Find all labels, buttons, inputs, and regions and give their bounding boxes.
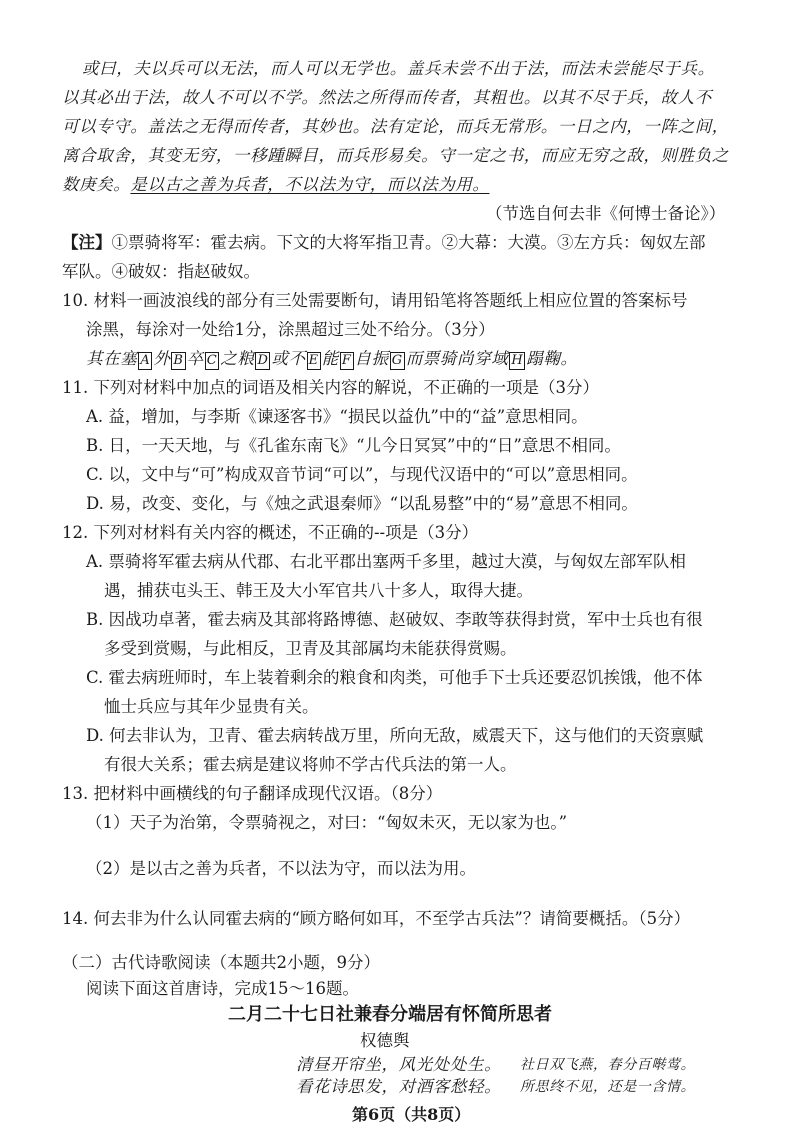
q12-option-b-2: 多受到赏赐，与此相反，卫青及其部属均未能获得赏赐。 <box>104 639 517 658</box>
q11-option-b: B. 日，一天天地，与《孔雀东南飞》“儿今日冥冥”中的“日”意思不相同。 <box>86 436 621 455</box>
passage-line-5-start: 数庚矣。 <box>62 175 131 194</box>
passage-line-4: 离合取舍，其变无穷，一移踵瞬目，而兵形易矣。守一定之书，而应无穷之敌，则胜负之 <box>62 146 729 165</box>
q10-mark-b[interactable]: B <box>173 353 184 368</box>
poem-line-4: 所思终不见，还是一含情。 <box>520 1079 696 1095</box>
q10-seg: 自振 <box>354 349 389 368</box>
poem-line-2: 看花诗思发，对酒客愁轻。 <box>296 1077 502 1096</box>
q10-stem-2: 涂黑，每涂对一处给1分，涂黑超过三处不给分。（3分） <box>86 320 495 339</box>
q10-mark-e[interactable]: E <box>308 353 319 368</box>
q10-mark-f[interactable]: F <box>341 353 352 368</box>
q10-seg: 能 <box>321 349 339 368</box>
q10-seg: 而票骑尚穿域 <box>405 349 509 368</box>
q10-stem-1: 10. 材料一画波浪线的部分有三处需要断句，请用铅笔将答题纸上相应位置的答案标号 <box>62 291 688 310</box>
q14-stem: 14. 何去非为什么认同霍去病的“顾方略何如耳，不至学古兵法”？请简要概括。（5分） <box>62 909 691 928</box>
q10-seg: 之粮 <box>220 349 255 368</box>
section-2-heading: （二）古代诗歌阅读（本题共2小题，9分） <box>62 953 380 972</box>
q10-mark-d[interactable]: D <box>257 353 269 368</box>
q10-mark-h[interactable]: H <box>511 353 524 368</box>
q11-option-a: A. 益，增加，与李斯《谏逐客书》“损民以益仇”中的“益”意思相同。 <box>86 407 588 426</box>
passage-line-1: 或曰，夫以兵可以无法，而人可以无学也。盖兵未尝不出于法，而法未尝能尽于兵。 <box>82 59 715 78</box>
q13-sentence-2: （2）是以古之善为兵者，不以法为守，而以法为用。 <box>86 859 476 878</box>
q12-stem: 12. 下列对材料有关内容的概述，不正确的--项是（3分） <box>62 523 479 542</box>
poem-title: 二月二十七日社兼春分端居有怀简所思者 <box>228 1004 552 1025</box>
q13-sentence-1: （1）天子为治第，令票骑视之，对曰：“匈奴未灭，无以家为也。” <box>86 813 568 832</box>
passage-line-5 <box>62 174 490 196</box>
notes-text-1: ①票骑将军：霍去病。下文的大将军指卫青。②大幕：大漠。③左方兵：匈奴左部 <box>111 233 706 252</box>
q12-option-b-1: B. 因战功卓著，霍去病及其部将路博德、赵破奴、李敢等获得封赏，军中士兵也有很 <box>86 610 703 629</box>
q12-option-a-1: A. 票骑将军霍去病从代郡、右北平郡出塞两千多里，越过大漠，与匈奴左部军队相 <box>86 552 686 571</box>
q10-mark-c[interactable]: C <box>206 353 218 368</box>
q12-option-a-2: 遇，捕获屯头王、韩王及大小军官共八十多人，取得大捷。 <box>104 581 533 600</box>
q12-option-c-1: C. 霍去病班师时，车上装着剩余的粮食和肉类，可他手下士兵还要忍饥挨饿，他不体 <box>86 668 703 687</box>
q12-option-d-1: D. 何去非认为，卫青、霍去病转战万里，所向无敌，威震天下，这与他们的天资禀赋 <box>86 726 704 745</box>
q10-seg: 其在塞 <box>86 349 138 368</box>
notes-label: 【注】 <box>62 233 112 252</box>
q10-seg: 蹋鞠。 <box>526 349 578 368</box>
poem-line-3: 社日双飞燕，春分百啭莺。 <box>520 1057 696 1073</box>
q12-option-d-2: 有很大关系；霍去病是建议将帅不学古代兵法的第一人。 <box>104 755 517 774</box>
notes-line-2: 军队。④破奴：指赵破奴。 <box>62 262 260 281</box>
q10-seg: 外 <box>153 349 171 368</box>
poem-author: 权德舆 <box>360 1031 410 1050</box>
q10-seg: 或不 <box>271 349 306 368</box>
q12-option-c-2: 恤士兵应与其年少显贵有关。 <box>104 697 319 716</box>
notes-line-1 <box>62 232 706 254</box>
q10-seg: 卒 <box>186 349 204 368</box>
q11-option-d: D. 易，改变、变化，与《烛之武退秦师》“以乱易整”中的“易”意思不相同。 <box>86 494 638 513</box>
q10-mark-g[interactable]: G <box>391 353 403 368</box>
passage-source: （节选自何去非《何博士备论》） <box>486 204 726 223</box>
passage-line-2: 以其必出于法，故人不可以不学。然法之所得而传者，其粗也。以其不尽于兵，故人不 <box>62 88 712 107</box>
page-footer: 第6页（共8页） <box>352 1105 471 1124</box>
q11-option-c: C. 以，文中与“可”构成双音节词“可以”，与现代汉语中的“可以”意思相同。 <box>86 465 638 484</box>
passage-underlined-sentence: 是以古之善为兵者，不以法为守，而以法为用。 <box>130 175 490 194</box>
section-2-instruction: 阅读下面这首唐诗，完成15～16题。 <box>86 979 359 998</box>
q11-stem: 11. 下列对材料中加点的词语及相关内容的解说，不正确的一项是（3分） <box>62 378 599 397</box>
q10-segmented-sentence <box>86 348 578 370</box>
q13-stem: 13. 把材料中画横线的句子翻译成现代汉语。（8分） <box>62 784 443 803</box>
q10-mark-a[interactable]: A <box>140 353 151 368</box>
poem-line-1: 清昼开帘坐，风光处处生。 <box>296 1055 502 1074</box>
passage-line-3: 可以专守。盖法之无得而传者，其妙也。法有定论，而兵无常形。一日之内，一阵之间， <box>62 117 729 136</box>
